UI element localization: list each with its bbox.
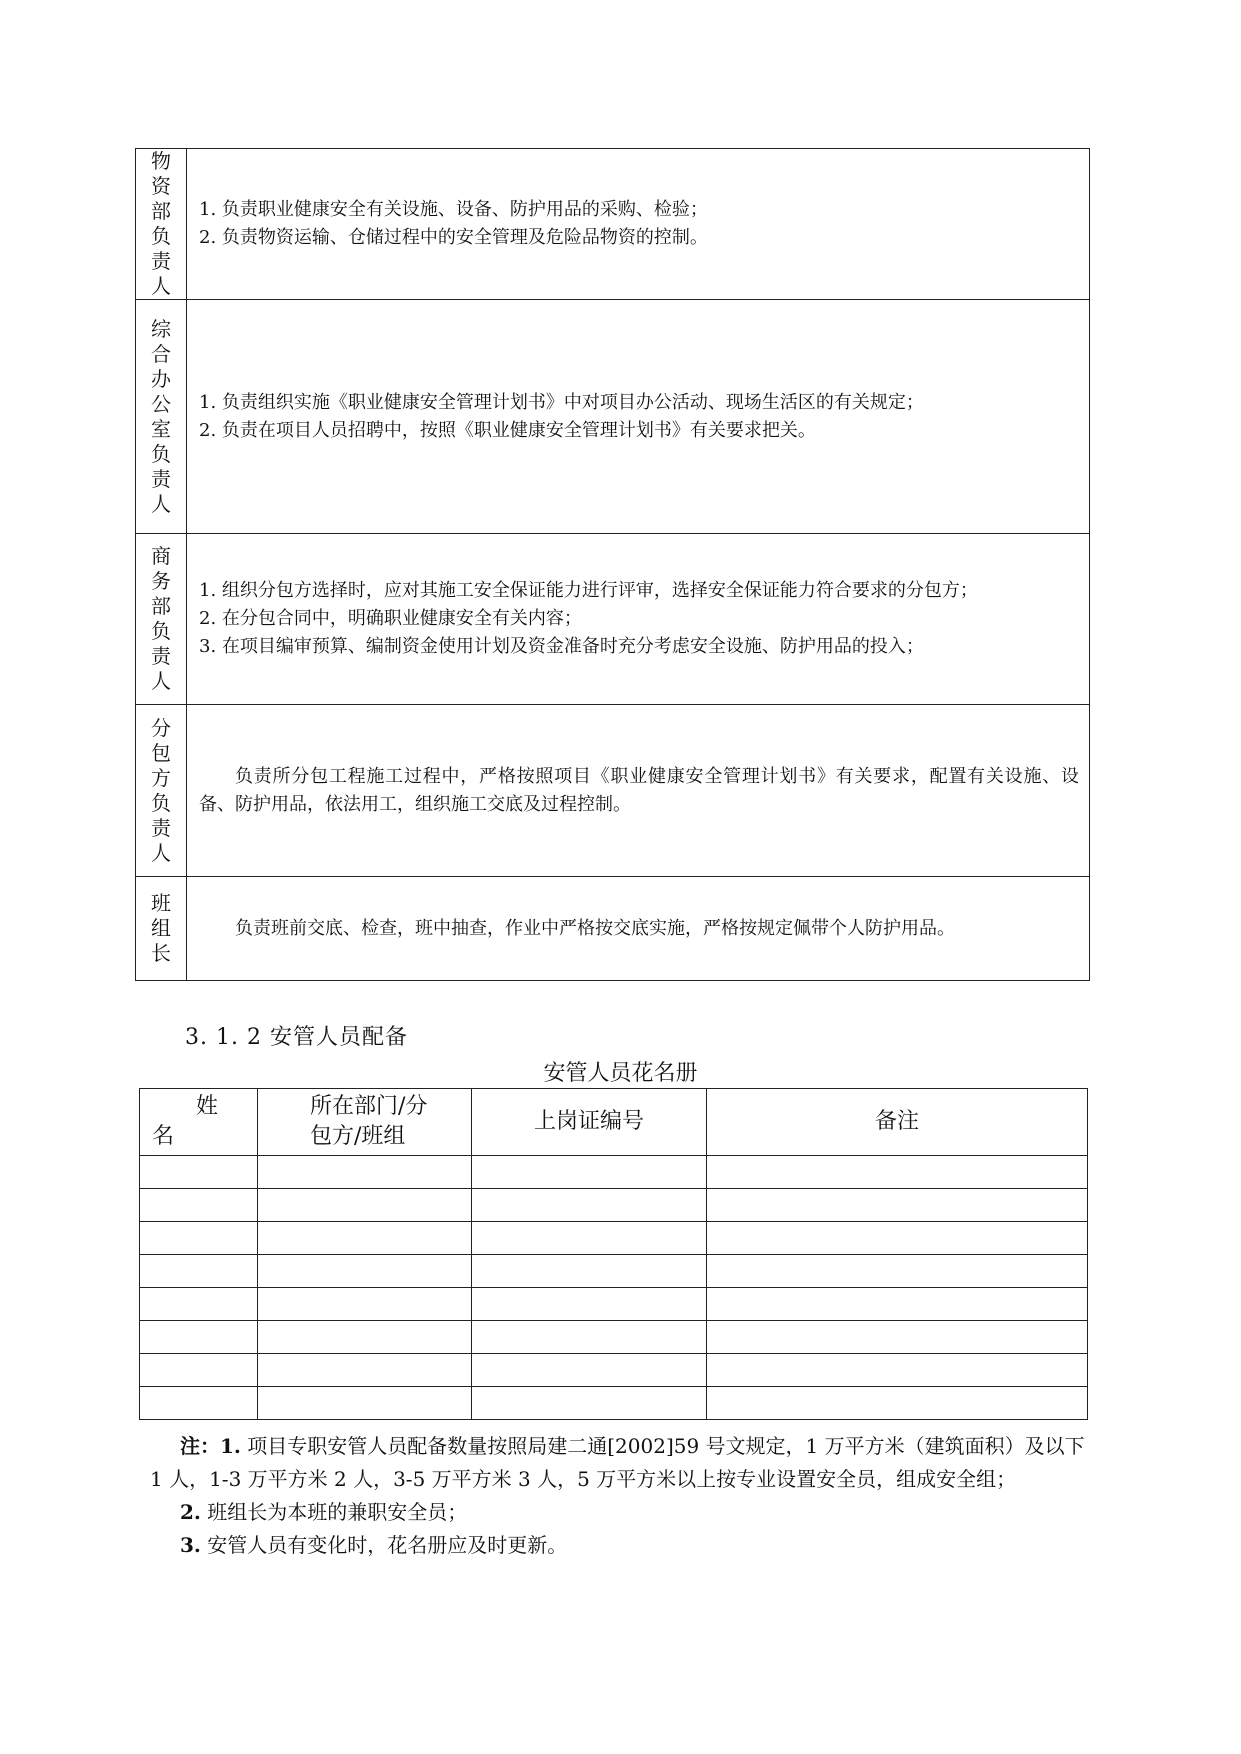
- note-item: [150, 1430, 1090, 1496]
- note-item: [150, 1529, 1090, 1562]
- roster-cell-remark: [707, 1387, 1088, 1420]
- role-label: 商务部负责人: [151, 544, 171, 693]
- roster-cell-certificate: [472, 1255, 707, 1288]
- header-name-line2: 名: [152, 1124, 175, 1149]
- roster-cell-remark: [707, 1255, 1088, 1288]
- note-item: [150, 1496, 1090, 1529]
- roster-cell-name: [140, 1255, 258, 1288]
- table-row: [136, 300, 1090, 534]
- table-row: [136, 149, 1090, 300]
- header-name: [140, 1089, 258, 1156]
- roster-title: 安管人员花名册: [543, 1061, 698, 1086]
- table-row: [140, 1189, 1088, 1222]
- header-certificate: 上岗证编号: [472, 1089, 707, 1156]
- roster-cell-remark: [707, 1222, 1088, 1255]
- role-cell: [136, 300, 187, 534]
- roster-header-row: [140, 1089, 1088, 1156]
- table-row: [140, 1387, 1088, 1420]
- duty-cell: [187, 534, 1090, 705]
- duty-cell: [187, 149, 1090, 300]
- role-cell: [136, 149, 187, 300]
- duty-item: 3. 在项目编审预算、编制资金使用计划及资金准备时充分考虑安全设施、防护用品的投入；: [199, 636, 924, 657]
- duty-item: 1. 负责职业健康安全有关设施、设备、防护用品的采购、检验；: [199, 199, 708, 220]
- roster-cell-certificate: [472, 1288, 707, 1321]
- roster-cell-certificate: [472, 1189, 707, 1222]
- roster-cell-department: [258, 1156, 472, 1189]
- duty-item: 2. 负责在项目人员招聘中，按照《职业健康安全管理计划书》有关要求把关。: [199, 419, 816, 441]
- note-text: 项目专职安管人员配备数量按照局建二通[2002]59 号文规定，1 万平方米（建筑面积）及以下 1 人，1-3 万平方米 2 人，3-5 万平方米 3 人，5 万平方米以上按专业设置安全员，组成安全组；: [150, 1434, 1085, 1491]
- roster-cell-remark: [707, 1288, 1088, 1321]
- duty-item: 1. 组织分包方选择时，应对其施工安全保证能力进行评审，选择安全保证能力符合要求的分包方；: [199, 580, 978, 601]
- roster-cell-remark: [707, 1321, 1088, 1354]
- roster-cell-certificate: [472, 1354, 707, 1387]
- table-row: [140, 1354, 1088, 1387]
- roster-cell-certificate: [472, 1222, 707, 1255]
- roster-body: [140, 1156, 1088, 1420]
- role-cell: [136, 877, 187, 981]
- duty-item: 2. 在分包合同中，明确职业健康安全有关内容；: [199, 608, 582, 629]
- roster-cell-name: [140, 1288, 258, 1321]
- role-label: 班组长: [151, 891, 171, 965]
- duty-paragraph: 负责班前交底、检查，班中抽查，作业中严格按交底实施，严格按规定佩带个人防护用品。: [235, 917, 955, 939]
- role-cell: [136, 705, 187, 877]
- roster-cell-department: [258, 1354, 472, 1387]
- roster-cell-department: [258, 1189, 472, 1222]
- roster-cell-department: [258, 1387, 472, 1420]
- roster-cell-name: [140, 1222, 258, 1255]
- table-row: [140, 1222, 1088, 1255]
- roster-cell-name: [140, 1387, 258, 1420]
- roster-cell-certificate: [472, 1156, 707, 1189]
- header-dept-line2: 包方/班组: [310, 1124, 406, 1149]
- role-label: 综合办公室负责人: [151, 316, 171, 516]
- note-label: 注：: [180, 1434, 220, 1458]
- note-text: 班组长为本班的兼职安全员；: [200, 1500, 468, 1524]
- roster-cell-department: [258, 1255, 472, 1288]
- roster-cell-remark: [707, 1354, 1088, 1387]
- note-number: 2.: [180, 1500, 201, 1524]
- header-department: [258, 1089, 472, 1156]
- table-row: [136, 877, 1090, 981]
- roster-cell-remark: [707, 1156, 1088, 1189]
- duty-cell: [187, 300, 1090, 534]
- role-label: 物资部负责人: [151, 149, 171, 298]
- roster-cell-certificate: [472, 1387, 707, 1420]
- section-title: 安管人员配备: [269, 1025, 408, 1050]
- table-row: [140, 1321, 1088, 1354]
- roster-cell-name: [140, 1156, 258, 1189]
- role-label: 分包方负责人: [151, 715, 171, 865]
- roster-cell-department: [258, 1321, 472, 1354]
- duty-cell: [187, 705, 1090, 877]
- roster-cell-remark: [707, 1189, 1088, 1222]
- header-name-line1: 姓: [196, 1094, 219, 1119]
- roster-cell-name: [140, 1354, 258, 1387]
- roster-cell-certificate: [472, 1321, 707, 1354]
- roster-cell-department: [258, 1288, 472, 1321]
- header-dept-line1: 所在部门/分: [310, 1094, 428, 1119]
- responsibility-table: [135, 148, 1090, 981]
- section-number: 3. 1. 2: [185, 1025, 262, 1050]
- table-row: [136, 705, 1090, 877]
- roster-cell-department: [258, 1222, 472, 1255]
- role-cell: [136, 534, 187, 705]
- section-heading: [185, 1020, 408, 1051]
- roster-cell-name: [140, 1189, 258, 1222]
- notes: [150, 1430, 1090, 1562]
- table-row: [140, 1288, 1088, 1321]
- note-number: 3.: [180, 1533, 201, 1557]
- duty-paragraph: 负责所分包工程施工过程中，严格按照项目《职业健康安全管理计划书》有关要求，配置有关设施、设备、防护用品，依法用工，组织施工交底及过程控制。: [199, 765, 1079, 815]
- header-remark: 备注: [707, 1089, 1088, 1156]
- note-number: 1.: [220, 1434, 241, 1458]
- roster-table: [139, 1088, 1088, 1420]
- table-row: [140, 1156, 1088, 1189]
- duty-item: 2. 负责物资运输、仓储过程中的安全管理及危险品物资的控制。: [199, 227, 708, 248]
- note-text: 安管人员有变化时，花名册应及时更新。: [200, 1533, 568, 1557]
- table-row: [136, 534, 1090, 705]
- duty-item: 1. 负责组织实施《职业健康安全管理计划书》中对项目办公活动、现场生活区的有关规定；: [199, 391, 924, 413]
- roster-cell-name: [140, 1321, 258, 1354]
- table-row: [140, 1255, 1088, 1288]
- duty-cell: [187, 877, 1090, 981]
